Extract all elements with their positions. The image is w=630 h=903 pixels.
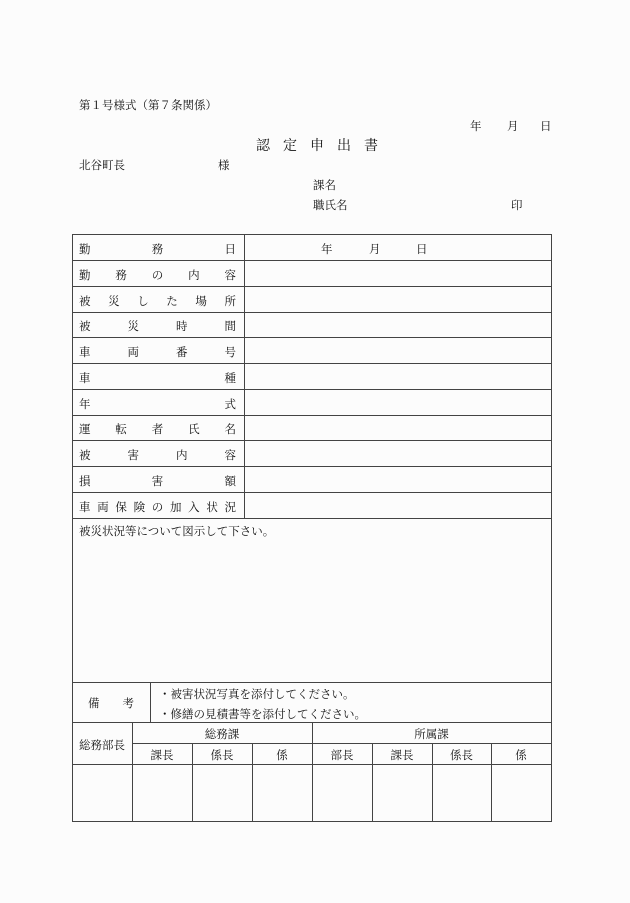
ga-role-section-chief: 課長 <box>150 748 174 762</box>
row-value-year: 年 <box>321 242 333 256</box>
title-char: 認 <box>256 138 270 154</box>
aff-role-subsection-chief: 係長 <box>450 748 473 762</box>
row-label-model-year: 年 式 <box>79 397 236 411</box>
row-label-work-date: 勤 務 日 <box>79 242 236 256</box>
name-label: 職氏名 <box>313 198 348 212</box>
title-char: 申 <box>310 138 324 154</box>
row-label-vehicle-type: 車 種 <box>79 371 236 385</box>
date-year-label: 年 <box>470 119 482 133</box>
honorific: 様 <box>218 158 230 172</box>
aff-role-director: 部長 <box>330 748 354 762</box>
form-number: 第１号様式（第７条関係） <box>79 98 217 112</box>
aff-role-section-chief: 課長 <box>390 748 414 762</box>
row-label-damage-content: 被 害 内 容 <box>79 448 236 462</box>
general-manager-label: 総務部長 <box>79 738 125 752</box>
page-title <box>256 135 378 155</box>
row-value-day: 日 <box>416 242 428 256</box>
title-char: 出 <box>337 138 351 154</box>
diagram-area[interactable] <box>73 540 551 682</box>
remarks-label: 備 考 <box>88 696 134 710</box>
affiliated-dept-label: 所属課 <box>414 727 449 741</box>
addressee: 北谷町長 <box>79 158 125 172</box>
general-affairs-label: 総務課 <box>204 727 240 741</box>
row-label-damage-time: 被 災 時 間 <box>79 319 236 333</box>
row-value-month: 月 <box>369 242 381 256</box>
title-char: 定 <box>283 138 297 154</box>
row-label-work-content: 勤 務 の 内 容 <box>79 268 236 282</box>
ga-role-staff: 係 <box>276 748 288 762</box>
aff-role-staff: 係 <box>515 748 527 762</box>
date-day-label: 日 <box>540 119 552 133</box>
row-label-damage-amount: 損 害 額 <box>79 474 236 488</box>
row-label-insurance-status: 車 両 保 険 の 加 入 状 況 <box>79 500 236 514</box>
row-label-driver-name: 運 転 者 氏 名 <box>79 422 236 436</box>
row-label-vehicle-number: 車 両 番 号 <box>79 345 236 359</box>
remarks-note: ・被害状況写真を添付してください。 <box>159 687 355 701</box>
diagram-instruction: 被災状況等について図示して下さい。 <box>79 524 275 538</box>
remarks-note: ・修繕の見積書等を添付してください。 <box>159 707 366 721</box>
dept-label: 課名 <box>313 178 336 192</box>
seal-label: 印 <box>511 198 523 212</box>
title-char: 書 <box>364 138 378 154</box>
ga-role-subsection-chief: 係長 <box>210 748 234 762</box>
row-label-damage-location: 被 災 し た 場 所 <box>79 294 236 308</box>
date-month-label: 月 <box>507 119 519 133</box>
